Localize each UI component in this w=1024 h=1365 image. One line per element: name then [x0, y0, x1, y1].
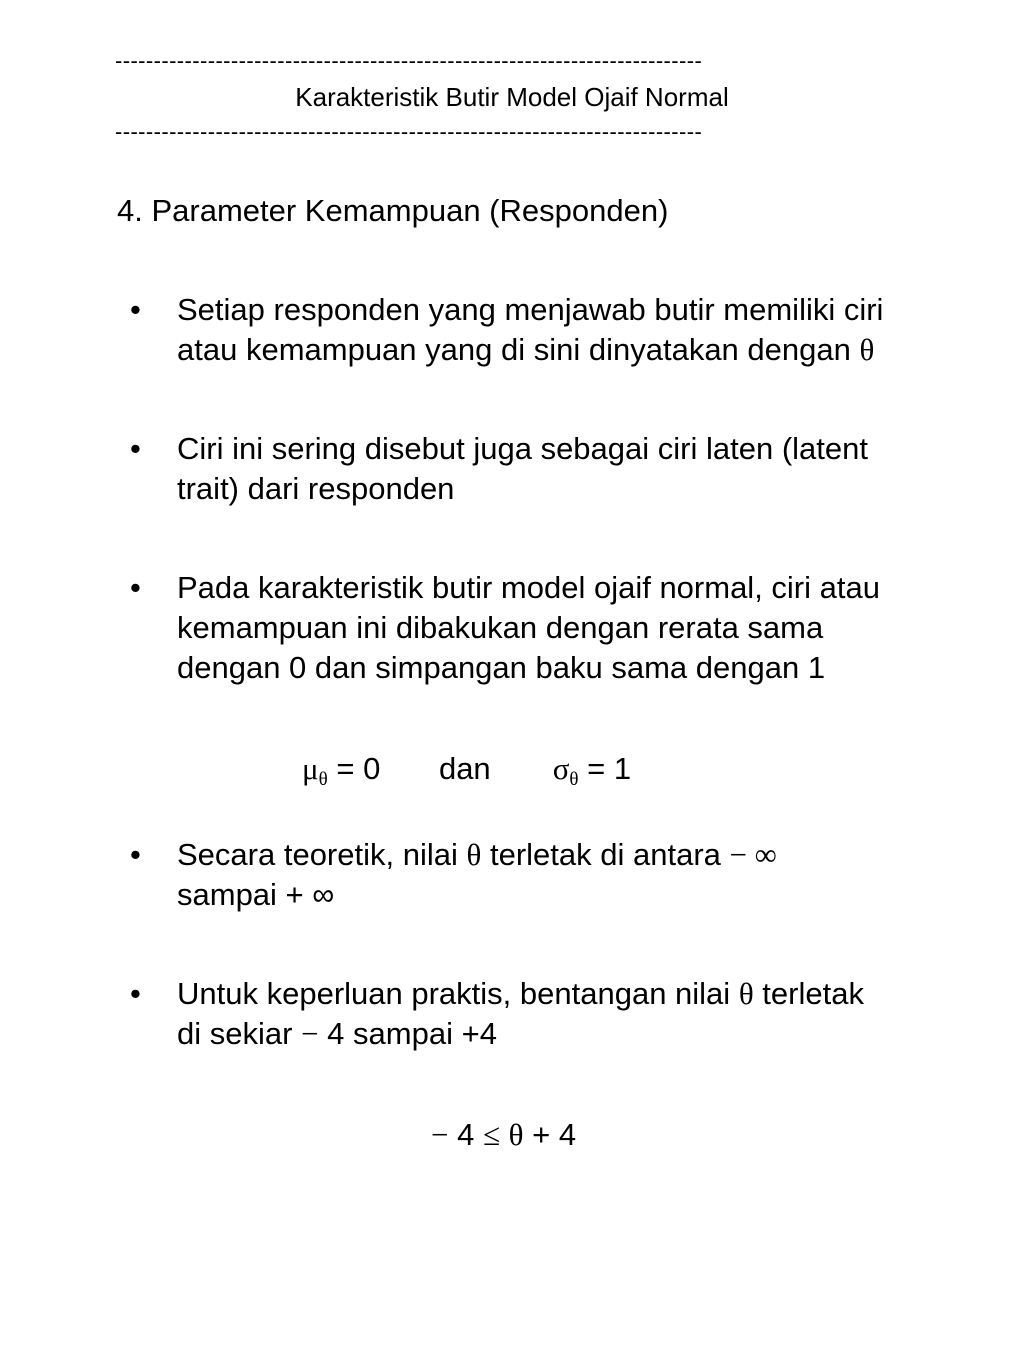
header-divider-top: ---------------------------------------------------------------------------- [115, 50, 703, 72]
bullet-icon: • [130, 292, 141, 327]
bullet-4-line-1-b: terletak di antara [489, 837, 721, 872]
minus-symbol: − [301, 1016, 319, 1051]
formula-range [431, 1115, 576, 1155]
bullet-item-4 [177, 835, 967, 915]
theta-symbol: θ [466, 837, 482, 872]
bullet-3-line-2: kemampuan ini dibakukan dengan rerata sama [177, 610, 824, 645]
bullet-item-5 [177, 974, 967, 1054]
mu-symbol: μ [302, 751, 319, 786]
plus-symbol: + [532, 1117, 551, 1152]
bullet-5-line-2-plus: +4 [461, 1016, 497, 1051]
bullet-2-line-2: trait) dari responden [177, 471, 455, 506]
leq-symbol: ≤ [482, 1117, 500, 1152]
bullet-5-line-1-b: terletak [753, 976, 864, 1011]
page-header-title: Karakteristik Butir Model Ojaif Normal [295, 82, 729, 112]
bullet-1-line-2 [177, 330, 967, 370]
bullet-item-2 [177, 429, 967, 509]
section-title: 4. Parameter Kemampuan (Responden) [117, 193, 669, 228]
bullet-3-line-1: Pada karakteristik butir model ojaif normal, ciri atau [177, 570, 880, 605]
theta-symbol: θ [738, 976, 754, 1011]
bullet-3-line-3: dengan 0 dan simpangan baku sama dengan 1 [177, 650, 826, 685]
bullet-icon: • [130, 837, 141, 872]
bullet-5-line-1 [177, 974, 967, 1014]
theta-subscript: θ [318, 769, 328, 790]
theta-subscript: θ [569, 769, 579, 790]
header-divider-bottom: ---------------------------------------------------------------------------- [115, 121, 703, 143]
theta-symbol: θ [859, 332, 875, 367]
bullet-4-line-1 [177, 835, 967, 875]
range-lower: 4 [457, 1117, 475, 1152]
infinity-range: − ∞ [729, 837, 777, 872]
bullet-icon: • [130, 570, 141, 605]
theta-symbol: θ [508, 1117, 524, 1152]
bullet-icon: • [130, 431, 141, 466]
bullet-2-line-1: Ciri ini sering disebut juga sebagai ciri laten (latent [177, 431, 868, 466]
sigma-value: = 1 [587, 751, 632, 786]
mu-value: = 0 [336, 751, 381, 786]
formula-mean-sd [302, 749, 631, 789]
bullet-5-line-2-a: di sekiar [177, 1016, 293, 1051]
bullet-5-line-2-b: 4 sampai [327, 1016, 453, 1051]
sigma-symbol: σ [552, 751, 570, 786]
bullet-1-line-2-text: atau kemampuan yang di sini dinyatakan dengan [177, 332, 851, 367]
bullet-icon: • [130, 976, 141, 1011]
formula-connector: dan [438, 751, 491, 786]
bullet-item-1 [177, 290, 967, 370]
bullet-4-line-2: sampai + ∞ [177, 877, 335, 912]
range-upper: 4 [558, 1117, 577, 1152]
bullet-4-line-1-a: Secara teoretik, nilai [177, 837, 458, 872]
bullet-item-3 [177, 568, 967, 688]
minus-symbol: − [431, 1117, 449, 1152]
bullet-1-line-1: Setiap responden yang menjawab butir memiliki ciri [177, 292, 884, 327]
bullet-5-line-1-a: Untuk keperluan praktis, bentangan nilai [177, 976, 731, 1011]
bullet-5-line-2 [177, 1014, 967, 1054]
